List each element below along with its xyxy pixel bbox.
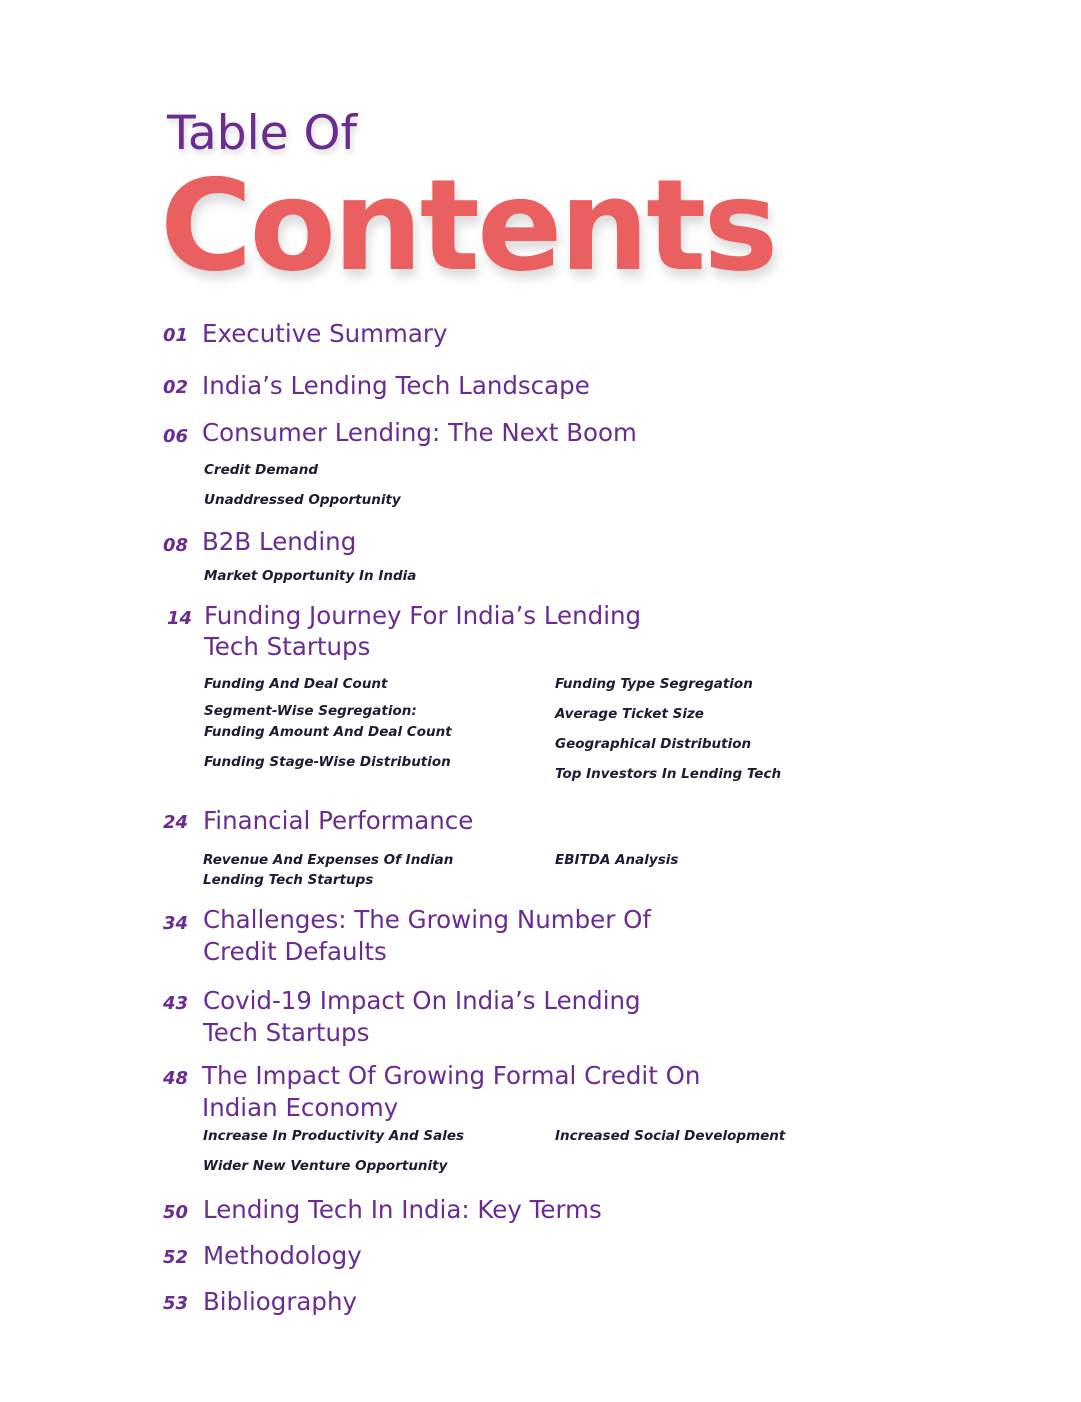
toc-entry-title-line-2[interactable]: Credit Defaults [203,937,387,966]
toc-page-number: 01 [163,325,189,346]
toc-entry-title[interactable]: Methodology [203,1241,362,1270]
toc-subentry[interactable]: Credit Demand [204,462,318,478]
toc-subentry[interactable]: Funding Stage-Wise Distribution [204,754,451,770]
toc-subentry[interactable]: EBITDA Analysis [555,852,679,868]
toc-entry-title[interactable]: Lending Tech In India: Key Terms [203,1195,602,1224]
toc-subentry[interactable]: Unaddressed Opportunity [204,492,401,508]
toc-page-number: 06 [163,426,189,447]
toc-subentry[interactable]: Funding And Deal Count [204,676,388,692]
toc-page-number: 48 [163,1068,189,1089]
toc-page-number: 34 [163,913,189,934]
toc-page-number: 53 [163,1293,189,1314]
toc-entry-title-line-1[interactable]: Challenges: The Growing Number Of [203,905,651,934]
toc-entry-title-line-1[interactable]: Covid-19 Impact On India’s Lending [203,986,641,1015]
toc-subentry[interactable]: Wider New Venture Opportunity [203,1158,448,1174]
toc-entry-title[interactable]: Financial Performance [203,806,474,835]
toc-subentry[interactable]: Funding Amount And Deal Count [204,724,452,740]
toc-subentry[interactable]: Market Opportunity In India [204,568,417,584]
toc-heading-big: Contents [160,152,776,299]
toc-entry-title-line-1[interactable]: The Impact Of Growing Formal Credit On [202,1061,701,1090]
toc-page-number: 14 [167,608,193,629]
toc-subentry[interactable]: Funding Type Segregation [555,676,753,692]
toc-entry-title-line-2[interactable]: Indian Economy [202,1093,399,1122]
toc-entry-title[interactable]: Executive Summary [202,319,448,348]
toc-subentry[interactable]: Average Ticket Size [555,706,704,722]
toc-heading-small: Table Of [167,106,358,161]
toc-page-number: 02 [163,377,189,398]
toc-subentry[interactable]: Top Investors In Lending Tech [555,766,782,782]
toc-page-number: 08 [163,535,189,556]
toc-entry-title[interactable]: Bibliography [203,1287,357,1316]
toc-subentry[interactable]: Lending Tech Startups [203,872,374,888]
toc-subentry[interactable]: Geographical Distribution [555,736,752,752]
toc-page-number: 24 [163,812,189,833]
toc-subentry[interactable]: Increased Social Development [555,1128,786,1144]
toc-page-number: 50 [163,1202,189,1223]
toc-entry-title-line-2[interactable]: Tech Startups [203,1018,370,1047]
toc-page-number: 43 [163,993,189,1014]
toc-subentry[interactable]: Increase In Productivity And Sales [203,1128,465,1144]
toc-subentry[interactable]: Segment-Wise Segregation: [204,703,417,719]
toc-entry-title-line-1[interactable]: Funding Journey For India’s Lending [204,601,642,630]
toc-page-number: 52 [163,1247,189,1268]
toc-entry-title-line-2[interactable]: Tech Startups [204,632,371,661]
toc-entry-title[interactable]: India’s Lending Tech Landscape [202,371,590,400]
toc-entry-title[interactable]: B2B Lending [202,527,357,556]
toc-entry-title[interactable]: Consumer Lending: The Next Boom [202,418,637,447]
toc-subentry[interactable]: Revenue And Expenses Of Indian [203,852,454,868]
